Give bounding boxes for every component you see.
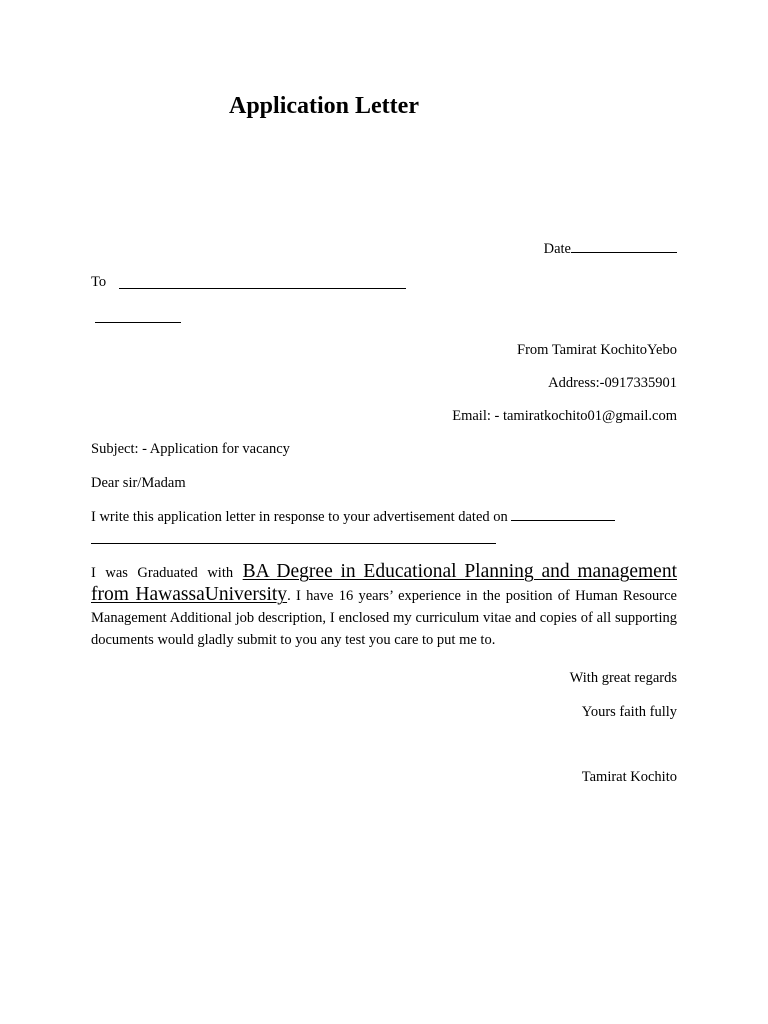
letter-title: Application Letter [229, 93, 419, 119]
date-blank [571, 240, 677, 253]
address-line: Address:-0917335901 [548, 375, 677, 391]
degree-emphasis: BA Degree in Educational Planning and management from HawassaUniversity [91, 561, 677, 605]
date-label: Date [543, 241, 571, 257]
signature-name: Tamirat Kochito [581, 769, 677, 785]
to-label: To [91, 274, 107, 290]
intro-text: I write this application letter in response to your advertisement dated on [91, 509, 508, 525]
subject-line: Subject: - Application for vacancy [91, 441, 290, 457]
body-rest: . I have 16 years’ experience in the position of Human Resource Management Additional job description, I enclosed my curriculum vitae and copies of all supporting documents would gladly submit to you any test you care to put me to. [91, 588, 677, 648]
closing-line: With great regards [569, 670, 677, 686]
address-blank [95, 322, 181, 323]
to-blank [119, 288, 406, 289]
intro-continuation-blank [91, 543, 496, 544]
advert-date-blank [511, 508, 615, 521]
to-line [91, 273, 106, 291]
salutation: Dear sir/Madam [91, 475, 186, 491]
email-line: Email: - tamiratkochito01@gmail.com [452, 408, 677, 424]
from-line: From Tamirat KochitoYebo [517, 342, 677, 358]
intro-line [91, 508, 615, 526]
date-line [544, 240, 677, 258]
sign-off-line: Yours faith fully [581, 704, 677, 720]
body-paragraph [91, 561, 677, 651]
body-prefix: I was Graduated with [91, 565, 243, 581]
